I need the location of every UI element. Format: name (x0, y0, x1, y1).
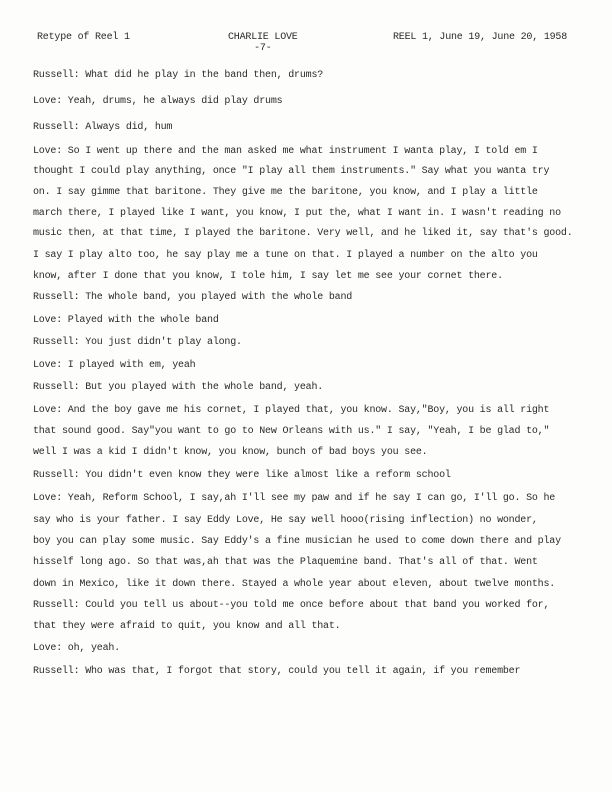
header-name: CHARLIE LOVE (228, 32, 298, 43)
transcript-line: Love: So I went up there and the man asked me what instrument I wanta play, I told em I (33, 146, 538, 157)
transcript-line: Russell: Always did, hum (33, 122, 173, 133)
transcript-line: Love: I played with em, yeah (33, 360, 196, 371)
transcript-line: Love: Yeah, Reform School, I say,ah I'll see my paw and if he say I can go, I'll go. So he (33, 493, 556, 504)
transcript-line: Russell: The whole band, you played with the whole band (33, 292, 353, 303)
transcript-line: march there, I played like I want, you know, I put the, what I want in. I wasn't reading no (33, 208, 561, 219)
transcript-line: that sound good. Say"you want to go to New Orleans with us." I say, "Yeah, I be glad to," (33, 426, 550, 437)
transcript-line: Russell: But you played with the whole band, yeah. (33, 382, 324, 393)
transcript-line: Russell: You didn't even know they were like almost like a reform school (33, 470, 451, 481)
header-interviewee (228, 32, 298, 54)
transcript-line: that they were afraid to quit, you know and all that. (33, 621, 341, 632)
transcript-line: Love: Yeah, drums, he always did play drums (33, 96, 283, 107)
transcript-line: on. I say gimme that baritone. They give me the baritone, you know, and I play a little (33, 187, 538, 198)
transcript-line: Russell: What did he play in the band then, drums? (33, 70, 324, 81)
transcript-line: boy you can play some music. Say Eddy's a fine musician he used to come down there and play (33, 536, 561, 547)
transcript-line: say who is your father. I say Eddy Love, He say well hooo(rising inflection) no wonder, (33, 515, 538, 526)
transcript-line: Love: oh, yeah. (33, 643, 121, 654)
transcript-line: down in Mexico, like it down there. Stayed a whole year about eleven, about twelve months. (33, 579, 556, 590)
page-number: -7- (254, 43, 272, 54)
header-reel-label: Retype of Reel 1 (37, 32, 130, 43)
transcript-line: Love: And the boy gave me his cornet, I played that, you know. Say,"Boy, you is all right (33, 405, 550, 416)
transcript-line: Russell: You just didn't play along. (33, 337, 242, 348)
transcript-line: Russell: Who was that, I forgot that story, could you tell it again, if you remember (33, 666, 521, 677)
transcript-line: music then, at that time, I played the baritone. Very well, and he liked it, say that's good. (33, 228, 573, 239)
transcript-line: Love: Played with the whole band (33, 315, 219, 326)
transcript-line: know, after I done that you know, I tole him, I say let me see your cornet there. (33, 271, 503, 282)
transcript-line: Russell: Could you tell us about--you told me once before about that band you worked for, (33, 600, 550, 611)
transcript-line: thought I could play anything, once "I play all them instruments." Say what you wanta try (33, 166, 550, 177)
header-reel-dates: REEL 1, June 19, June 20, 1958 (393, 32, 568, 43)
transcript-line: well I was a kid I didn't know, you know, bunch of bad boys you see. (33, 447, 428, 458)
transcript-line: I say I play alto too, he say play me a tune on that. I played a number on the alto you (33, 250, 538, 261)
transcript-line: hisself long ago. So that was,ah that was the Plaquemine band. That's all of that. Went (33, 557, 538, 568)
